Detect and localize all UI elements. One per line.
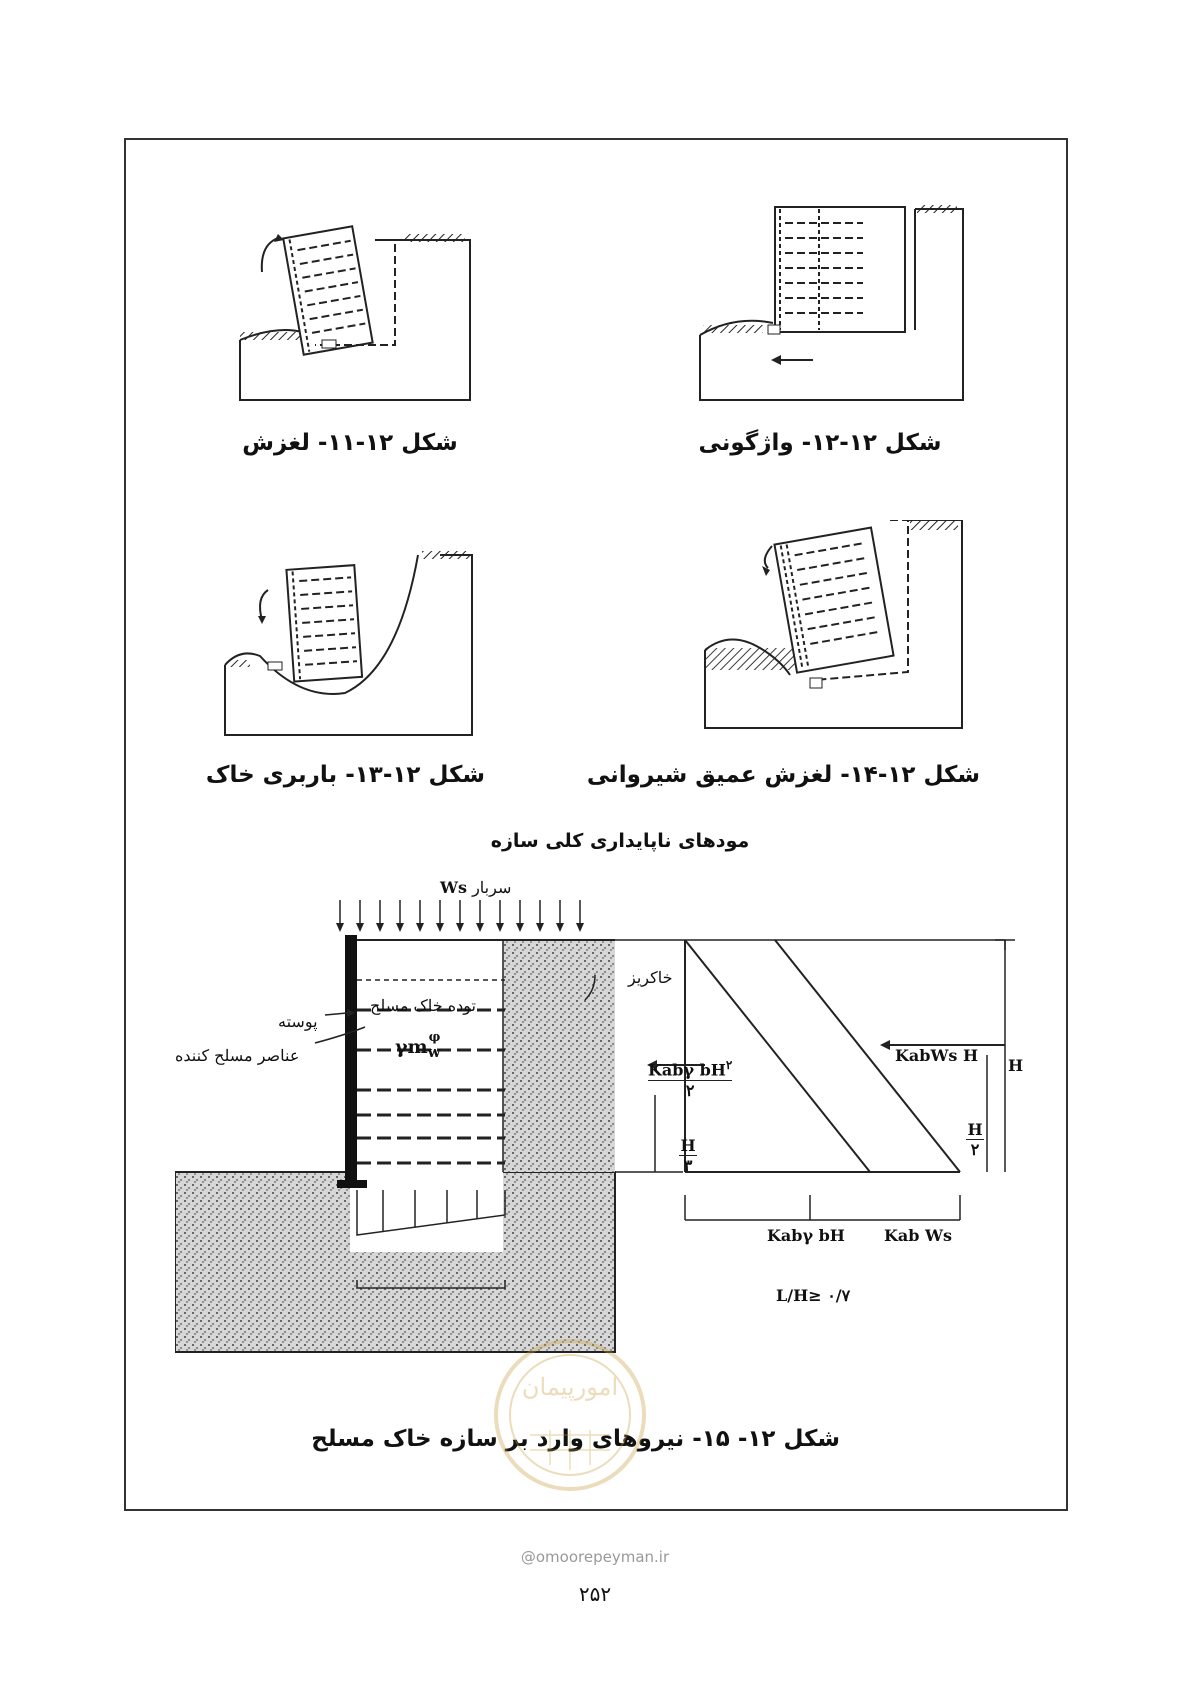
length-ratio-label: L/H≥ ۰/۷ [776, 1286, 851, 1305]
w-subscript: w [427, 1043, 441, 1061]
h-over-2-numerator: H [967, 1120, 983, 1139]
h-over-3-numerator: H [680, 1136, 696, 1155]
ws-label: Ws [440, 878, 467, 897]
backfill-label: خاکریز [628, 968, 673, 987]
watermark-text: امورپیمان [521, 1373, 619, 1401]
website-footer: @omoorepeyman.ir [520, 1548, 670, 1566]
surcharge-text: سربار [472, 878, 512, 897]
figure-sliding-caption: شکل ۱۲-۱۱- لغزش [242, 430, 458, 456]
instability-modes-title: مودهای ناپایداری کلی سازه [490, 830, 750, 852]
figure-bearing-capacity-caption: شکل ۱۲-۱۳- باربری خاک [205, 762, 485, 788]
figure-sliding [230, 210, 480, 410]
figure-deep-slope [700, 520, 970, 735]
reinforced-mass-label: توده خاک مسلح [370, 996, 476, 1015]
figure-deep-slope-caption: شکل ۱۲-۱۴- لغزش عمیق شیروانی [586, 762, 980, 788]
h-over-3-label [679, 1136, 697, 1175]
h-over-2-denominator: ۲ [970, 1140, 980, 1159]
soil-force-numerator: Kabγ bH [648, 1060, 726, 1080]
soil-parameters-label [395, 1030, 440, 1061]
skin-label: پوسته [278, 1012, 318, 1031]
reinforcing-elements-label: عناصر مسلح کننده [175, 1046, 300, 1065]
phi-superscript: φ [428, 1030, 441, 1045]
gamma-symbol: γm [395, 1036, 428, 1058]
page-number: ۲۵۲ [578, 1582, 612, 1606]
watermark-logo [490, 1335, 650, 1495]
surcharge-force-label: KabWs H [895, 1046, 979, 1065]
soil-force-exponent: ۲ [725, 1058, 733, 1072]
h-over-2-label [966, 1120, 984, 1159]
soil-force-label [648, 1058, 732, 1100]
figure-forces [175, 895, 1035, 1375]
base-surcharge-label: Kab Ws [884, 1226, 953, 1245]
figure-bearing-capacity [220, 550, 480, 740]
base-soil-label: Kabγ bH [767, 1226, 845, 1245]
h-over-3-denominator: ۳ [683, 1156, 693, 1175]
figure-overturning [695, 205, 970, 410]
surcharge-label [440, 878, 511, 897]
height-label: H [1008, 1056, 1024, 1075]
figure-overturning-caption: شکل ۱۲-۱۲- واژگونی [698, 430, 942, 456]
figure-forces-caption: شکل ۱۲- ۱۵- نیروهای وارد بر سازه خاک مسلح [311, 1426, 840, 1452]
soil-force-denominator: ۲ [685, 1081, 695, 1101]
